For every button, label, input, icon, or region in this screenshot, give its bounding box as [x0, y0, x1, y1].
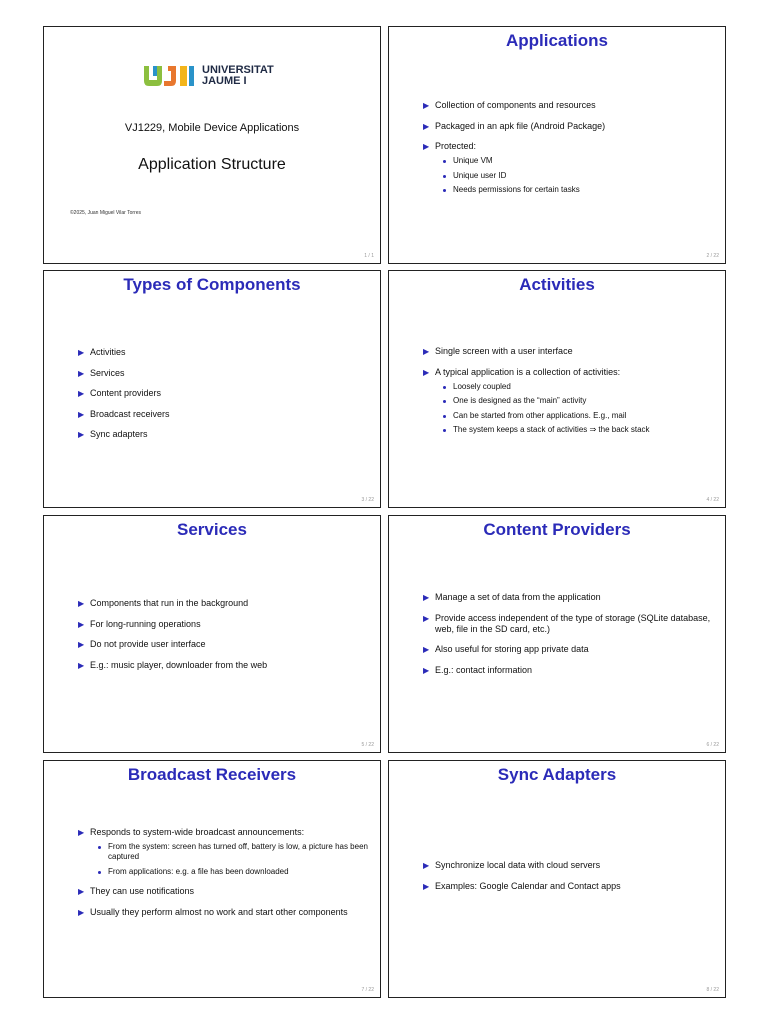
list-item: ▶ E.g.: contact information [423, 664, 533, 675]
bullet-list [423, 592, 713, 685]
list-item: ▶ Components that run in the background [78, 598, 249, 608]
list-item: ▶ Manage a set of data from the application [423, 592, 601, 602]
triangle-bullet-icon: ▶ [423, 347, 430, 356]
list-item: ▶ Do not provide user interface [78, 639, 206, 649]
bullet-list [423, 100, 713, 205]
sub-item: Unique VM [443, 156, 713, 166]
list-item: ▶ E.g.: music player, downloader from the web [78, 659, 268, 670]
slide-sync-adapters [388, 760, 726, 998]
slide-title: Content Providers [483, 520, 631, 539]
logo-line-2: JAUME I [202, 75, 247, 87]
dot-bullet-icon [443, 386, 446, 389]
triangle-bullet-icon: ▶ [423, 593, 430, 602]
sub-item: The system keeps a stack of activities ⇒ the back stack [443, 425, 713, 435]
dot-bullet-icon [443, 175, 446, 178]
list-item: ▶ Single screen with a user interface [423, 346, 573, 356]
triangle-bullet-icon: ▶ [423, 881, 430, 891]
course-name: VJ1229, Mobile Device Applications [124, 122, 300, 134]
triangle-bullet-icon: ▶ [423, 861, 430, 870]
list-item: ▶ Activities [78, 347, 126, 357]
list-item: ▶ Usually they perform almost no work and start other components [78, 906, 348, 917]
sub-item: From the system: screen has turned off, battery is low, a picture has been captured [98, 842, 368, 862]
triangle-bullet-icon: ▶ [423, 142, 430, 151]
logo-line-1: UNIVERSITAT [202, 64, 274, 76]
sub-item: One is designed as the “main” activity [443, 396, 713, 406]
list-item: ▶ Protected: Unique VM Unique user ID Needs permissions for certain tasks [423, 141, 713, 195]
list-item: ▶ Synchronize local data with cloud servers [423, 860, 601, 870]
dot-bullet-icon [98, 871, 101, 874]
list-item: ▶ A typical application is a collection of activities: Loosely coupled One is designed as the “main” activity Can be started from other applications. E.g., mail The system keeps a stack of activities ⇒ the back stack [423, 367, 713, 436]
list-item: ▶ Content providers [78, 388, 162, 398]
presentation-title: Application Structure [138, 156, 286, 173]
triangle-bullet-icon: ▶ [78, 828, 85, 837]
triangle-bullet-icon: ▶ [423, 613, 430, 623]
triangle-bullet-icon: ▶ [423, 665, 430, 675]
dot-bullet-icon [443, 415, 446, 418]
dot-bullet-icon [443, 429, 446, 432]
triangle-bullet-icon: ▶ [78, 619, 85, 629]
triangle-bullet-icon: ▶ [78, 389, 85, 398]
page-number: 3 / 22 [361, 497, 374, 503]
triangle-bullet-icon: ▶ [78, 430, 85, 439]
slide-title: Sync Adapters [497, 765, 617, 784]
slide-title: Services [177, 520, 247, 539]
page-number: 2 / 22 [706, 253, 719, 259]
list-item: ▶ Also useful for storing app private data [423, 644, 589, 654]
bullet-list [78, 598, 368, 680]
slide-title: Broadcast Receivers [127, 765, 297, 784]
slide-title: Applications [505, 31, 608, 50]
bullet-list [423, 346, 713, 445]
triangle-bullet-icon: ▶ [423, 101, 430, 110]
list-item: ▶ For long-running operations [78, 618, 201, 629]
triangle-bullet-icon: ▶ [78, 887, 85, 896]
sub-list [435, 156, 713, 195]
slide-types-of-components [43, 270, 381, 508]
slide-title [43, 26, 381, 264]
triangle-bullet-icon: ▶ [78, 640, 85, 649]
triangle-bullet-icon: ▶ [423, 121, 430, 131]
page-number: 6 / 22 [706, 742, 719, 748]
slide-title: Activities [519, 275, 595, 294]
list-item: ▶ Provide access independent of the type of storage (SQLite database, web, file in the SD card, etc.) [423, 612, 711, 634]
dot-bullet-icon [98, 846, 101, 849]
slide-applications [388, 26, 726, 264]
list-item: ▶ Sync adapters [78, 429, 148, 439]
dot-bullet-icon [443, 189, 446, 192]
list-item: ▶ Examples: Google Calendar and Contact apps [423, 880, 621, 891]
uji-logo-icon [142, 63, 196, 89]
page-number: 7 / 22 [361, 987, 374, 993]
page-number: 8 / 22 [706, 987, 719, 993]
page-number: 4 / 22 [706, 497, 719, 503]
triangle-bullet-icon: ▶ [78, 907, 85, 917]
triangle-bullet-icon: ▶ [78, 409, 85, 419]
sub-list [435, 382, 713, 436]
page-number: 5 / 22 [361, 742, 374, 748]
university-logo [142, 63, 287, 89]
slide-title: Types of Components [123, 275, 301, 294]
triangle-bullet-icon: ▶ [78, 348, 85, 357]
sub-item: Needs permissions for certain tasks [443, 185, 713, 195]
list-item: ▶ Services [78, 367, 125, 378]
list-item: ▶ Packaged in an apk file (Android Package) [423, 120, 606, 131]
list-item: ▶ Broadcast receivers [78, 408, 170, 419]
sub-item: From applications: e.g. a file has been downloaded [98, 867, 368, 877]
list-item: ▶ Responds to system-wide broadcast announcements: From the system: screen has turned off, battery is low, a picture has been captured From applications: e.g. a file has been downloaded [78, 827, 368, 876]
sub-list [90, 842, 368, 877]
sub-item: Unique user ID [443, 171, 713, 181]
bullet-list [78, 347, 368, 450]
dot-bullet-icon [443, 160, 446, 163]
triangle-bullet-icon: ▶ [423, 367, 430, 377]
list-item: ▶ They can use notifications [78, 886, 195, 896]
slide-activities [388, 270, 726, 508]
slide-broadcast-receivers [43, 760, 381, 998]
dot-bullet-icon [443, 400, 446, 403]
triangle-bullet-icon: ▶ [78, 599, 85, 608]
triangle-bullet-icon: ▶ [78, 660, 85, 670]
page-number: 1 / 1 [364, 253, 374, 259]
slide-content-providers [388, 515, 726, 753]
triangle-bullet-icon: ▶ [78, 368, 85, 378]
slide-services [43, 515, 381, 753]
triangle-bullet-icon: ▶ [423, 645, 430, 654]
sub-item: Loosely coupled [443, 382, 713, 392]
bullet-list [423, 860, 713, 901]
sub-item: Can be started from other applications. E.g., mail [443, 411, 713, 421]
bullet-list [78, 827, 368, 927]
list-item: ▶ Collection of components and resources [423, 100, 596, 110]
author-credit: ©2025, Juan Miguel Vilar Torres [70, 210, 142, 216]
